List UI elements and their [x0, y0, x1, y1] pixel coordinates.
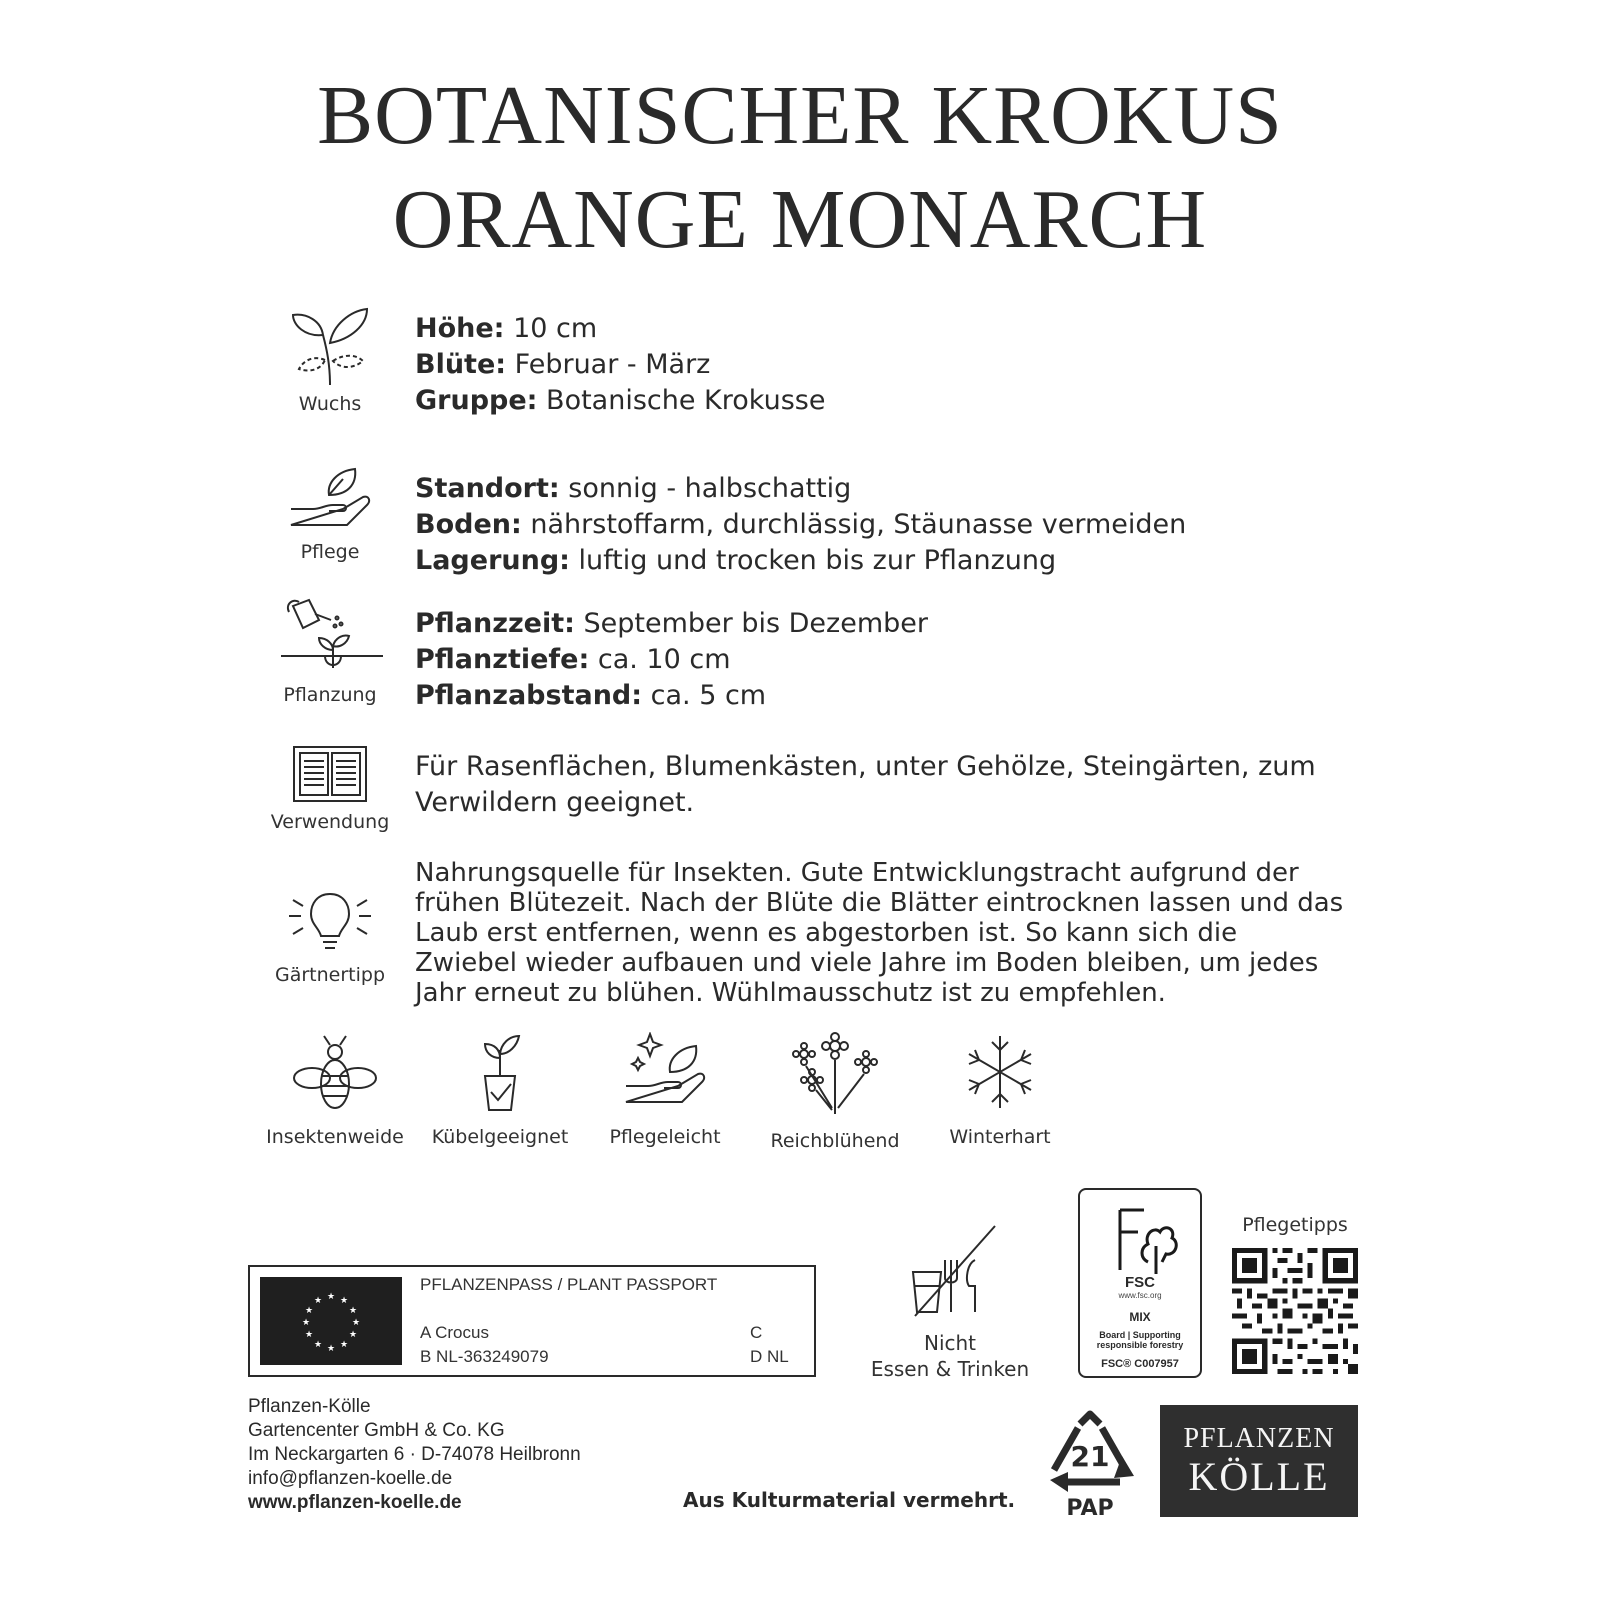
svg-text:★: ★: [313, 1296, 323, 1306]
snowflake-icon: [955, 1032, 1045, 1112]
info-line: Standort: sonnig - halbschattig: [415, 473, 852, 504]
pflanzen-koelle-logo: [1160, 1405, 1358, 1517]
watering-can-icon: [275, 598, 385, 678]
info-line: Pflanztiefe: ca. 10 cm: [415, 644, 731, 675]
badge-pflegeleicht: [580, 1032, 750, 1148]
address-line3: Im Neckargarten 6 · D-74078 Heilbronn: [248, 1444, 581, 1465]
info-line: Lagerung: luftig und trocken bis zur Pflanzung: [415, 545, 1057, 576]
address-line1: Pflanzen-Kölle: [248, 1396, 371, 1417]
recycling-code: PAP: [1066, 1496, 1114, 1521]
qr-label: Pflegetipps: [1242, 1214, 1348, 1236]
hand-leaf-icon: [285, 465, 375, 535]
info-line: Blüte: Februar - März: [415, 349, 711, 380]
potted-plant-icon: [455, 1032, 545, 1112]
fsc-tree-logo-icon: [1100, 1198, 1180, 1278]
svg-text:★: ★: [304, 1330, 314, 1340]
passport-d: D NL: [750, 1347, 789, 1366]
badge-label: Reichblühend: [770, 1130, 900, 1152]
svg-text:★: ★: [304, 1306, 314, 1316]
address-line2: Gartencenter GmbH & Co. KG: [248, 1420, 505, 1441]
svg-text:★: ★: [339, 1340, 349, 1350]
pflanzung-label: Pflanzung: [283, 684, 377, 706]
fsc-name: FSC: [1125, 1274, 1155, 1291]
section-pflanzung: [250, 598, 1350, 728]
recycling-mark: [1040, 1410, 1140, 1521]
fsc-claim-line2: responsible forestry: [1096, 1340, 1184, 1350]
badge-reichbluehend: [750, 1032, 920, 1152]
svg-text:★: ★: [348, 1330, 358, 1340]
fsc-label: [1078, 1188, 1202, 1378]
no-food-warning: [860, 1220, 1040, 1382]
company-address: [248, 1395, 581, 1515]
gaertnertipp-text: Nahrungsquelle für Insekten. Gute Entwicklungstracht aufgrund der frühen Blütezeit. Nach der Blüte die Blätter eintrocknen lassen und das Laub erst entfernen, wenn es abgestorben ist. So kann sich die Zwiebel wieder aufbauen und viele Jahre im Boden bleiben, um jedes Jahr erneut zu blühen. Wühlmausschutz ist zu empfehlen.: [415, 858, 1344, 1008]
badge-insektenweide: [250, 1032, 420, 1148]
verwendung-label: Verwendung: [270, 811, 390, 833]
svg-text:★: ★: [339, 1296, 349, 1306]
page-title-line1: BOTANISCHER KROKUS: [317, 69, 1283, 162]
hand-sparkle-leaf-icon: [620, 1032, 710, 1112]
passport-a: A Crocus: [420, 1323, 489, 1342]
svg-text:★: ★: [348, 1306, 358, 1316]
no-food-drink-icon: [895, 1220, 1005, 1320]
fsc-url: www.fsc.org: [1118, 1291, 1162, 1300]
pflege-label: Pflege: [300, 541, 360, 563]
eu-flag-icon: [260, 1277, 402, 1365]
fsc-code: FSC® C007957: [1101, 1358, 1179, 1370]
info-line: Boden: nährstoffarm, durchlässig, Stäunasse vermeiden: [415, 509, 1187, 540]
info-line: Gruppe: Botanische Krokusse: [415, 385, 826, 416]
badge-winterhart: [915, 1032, 1085, 1148]
recycling-number: 21: [1070, 1440, 1110, 1473]
lightbulb-icon: [285, 888, 375, 958]
badge-kuebelgeeignet: [415, 1032, 585, 1148]
info-line: Pflanzzeit: September bis Dezember: [415, 608, 928, 639]
eu-stars: [260, 1277, 402, 1365]
fsc-mix: MIX: [1129, 1310, 1151, 1324]
warning-line1: Nicht: [923, 1331, 977, 1355]
section-wuchs: [250, 305, 1350, 435]
section-verwendung: [250, 743, 1350, 853]
section-gaertnertipp: [250, 858, 1350, 1008]
badge-label: Kübelgeeignet: [431, 1126, 569, 1148]
gaertnertipp-label: Gärtnertipp: [274, 964, 386, 986]
wuchs-label: Wuchs: [298, 393, 362, 415]
feature-badges: [250, 1032, 1080, 1162]
badge-label: Insektenweide: [266, 1126, 404, 1148]
passport-c: C: [750, 1323, 763, 1342]
recycling-arrows-icon: [1040, 1410, 1140, 1496]
info-line: Pflanzabstand: ca. 5 cm: [415, 680, 767, 711]
logo-line2: KÖLLE: [1188, 1454, 1330, 1499]
badge-label: Pflegeleicht: [609, 1126, 721, 1148]
verwendung-text: Für Rasenflächen, Blumenkästen, unter Gehölze, Steingärten, zum Verwildern geeignet.: [415, 751, 1316, 818]
svg-text:★: ★: [326, 1292, 336, 1302]
svg-text:★: ★: [301, 1318, 311, 1328]
page-title-line2: ORANGE MONARCH: [392, 173, 1208, 266]
warning-line2: Essen & Trinken: [870, 1357, 1030, 1381]
passport-title: PFLANZENPASS / PLANT PASSPORT: [420, 1275, 718, 1294]
qr-code-icon[interactable]: [1232, 1248, 1358, 1374]
bee-icon: [290, 1032, 380, 1112]
plant-growth-icon: [285, 305, 375, 387]
svg-text:★: ★: [326, 1344, 336, 1354]
address-website[interactable]: www.pflanzen-koelle.de: [248, 1492, 462, 1513]
book-icon: [290, 743, 370, 805]
address-email[interactable]: info@pflanzen-koelle.de: [248, 1468, 453, 1489]
svg-text:★: ★: [351, 1318, 361, 1328]
fsc-claim-line1: Board | Supporting: [1099, 1330, 1181, 1340]
passport-b: B NL-363249079: [420, 1347, 549, 1366]
section-pflege: [250, 465, 1350, 595]
plant-passport: [248, 1265, 816, 1377]
propagation-note: Aus Kulturmaterial vermehrt.: [683, 1488, 1016, 1512]
badge-label: Winterhart: [949, 1126, 1051, 1148]
info-line: Höhe: 10 cm: [415, 313, 598, 344]
svg-text:★: ★: [313, 1340, 323, 1350]
logo-line1: PFLANZEN: [1183, 1423, 1335, 1454]
flowers-icon: [790, 1032, 880, 1116]
